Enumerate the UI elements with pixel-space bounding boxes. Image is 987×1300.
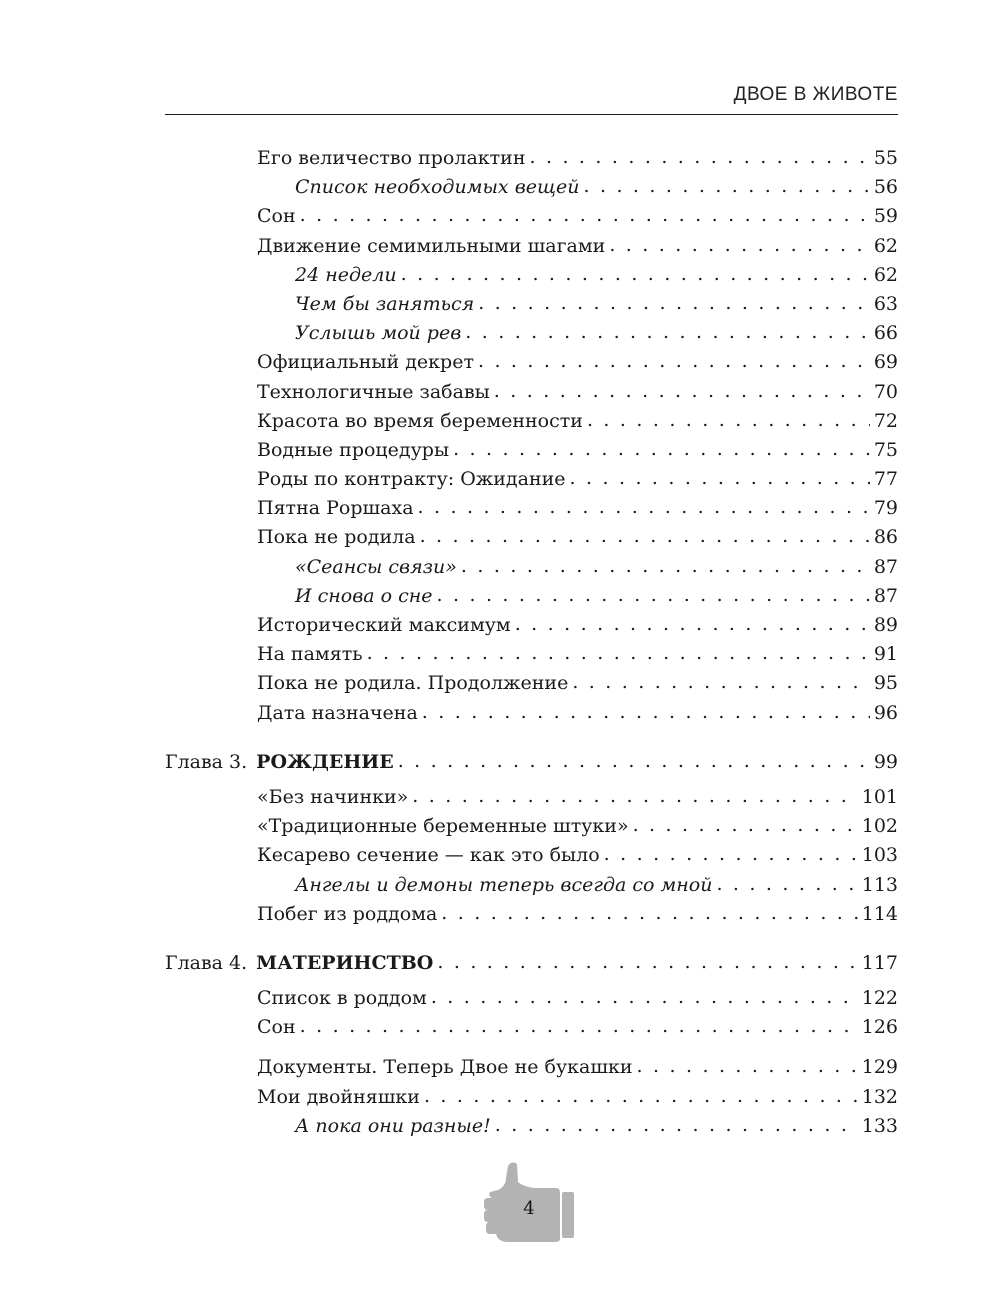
page-ref: 102 bbox=[861, 815, 898, 838]
page-ref: 59 bbox=[873, 205, 898, 228]
entry-title: Движение семимильными шагами bbox=[257, 234, 606, 257]
toc-chapter-row[interactable] bbox=[165, 949, 898, 978]
toc-entry[interactable] bbox=[165, 1053, 898, 1082]
entry-title: Ангелы и демоны теперь всегда со мной bbox=[295, 873, 713, 896]
entry-title: Красота во время беременности bbox=[257, 409, 583, 432]
dot-leader bbox=[437, 582, 870, 610]
page-ref: 101 bbox=[861, 785, 898, 808]
entry-title: «Традиционные беременные штуки» bbox=[257, 815, 629, 838]
entry-title: Пятна Роршаха bbox=[257, 497, 414, 520]
entry-title: Исторический максимум bbox=[257, 614, 511, 636]
page-ref: 99 bbox=[873, 750, 898, 773]
dot-leader bbox=[584, 173, 870, 201]
dot-leader bbox=[367, 640, 870, 668]
page-ref: 95 bbox=[873, 672, 898, 695]
entry-title: Список необходимых вещей bbox=[295, 176, 580, 199]
toc-entry[interactable] bbox=[165, 1112, 898, 1141]
toc-entry[interactable] bbox=[165, 202, 898, 231]
book-title: ДВОЕ В ЖИВОТЕ bbox=[733, 84, 898, 105]
toc-entry[interactable] bbox=[165, 232, 898, 261]
toc-section bbox=[165, 144, 898, 728]
entry-title: Сон bbox=[257, 205, 296, 228]
toc-entry[interactable] bbox=[165, 1083, 898, 1112]
entry-title: Документы. Теперь Двое не букашки bbox=[257, 1056, 633, 1079]
dot-leader bbox=[401, 261, 870, 289]
dot-leader bbox=[478, 290, 870, 318]
page-ref: 132 bbox=[861, 1085, 898, 1108]
dot-leader bbox=[530, 144, 870, 172]
entry-title: Пока не родила bbox=[257, 526, 416, 549]
entry-title: Роды по контракту: Ожидание bbox=[257, 468, 566, 491]
page-ref: 133 bbox=[861, 1114, 898, 1137]
page-ref: 114 bbox=[861, 902, 898, 925]
page-ref: 62 bbox=[873, 234, 898, 257]
dot-leader bbox=[716, 871, 857, 899]
entry-title: Мои двойняшки bbox=[257, 1085, 420, 1108]
page-ref: 77 bbox=[873, 468, 898, 491]
table-of-contents bbox=[165, 144, 898, 1141]
entry-title: И снова о сне bbox=[295, 584, 433, 607]
entry-title: Дата назначена bbox=[257, 701, 418, 724]
page-ref: 75 bbox=[873, 438, 898, 461]
toc-entry[interactable] bbox=[165, 436, 898, 465]
toc-entry[interactable] bbox=[165, 144, 898, 173]
page-ref: 91 bbox=[873, 643, 898, 666]
page-ref: 126 bbox=[861, 1016, 898, 1039]
dot-leader bbox=[461, 553, 870, 581]
entry-title: Побег из роддома bbox=[257, 902, 438, 925]
dot-leader bbox=[420, 523, 870, 551]
dot-leader bbox=[637, 1053, 858, 1081]
dot-leader bbox=[495, 1112, 858, 1140]
page-ref: 87 bbox=[873, 555, 898, 578]
entry-title: Чем бы заняться bbox=[295, 292, 475, 315]
page-ref: 70 bbox=[873, 380, 898, 403]
entry-title: Технологичные забавы bbox=[257, 380, 490, 403]
toc-entry[interactable] bbox=[165, 984, 898, 1013]
entry-title: А пока они разные! bbox=[295, 1114, 491, 1137]
page-ref: 66 bbox=[873, 322, 898, 345]
toc-entry[interactable] bbox=[165, 841, 898, 870]
page-ref: 56 bbox=[873, 176, 898, 199]
chapter-label: Глава 4. bbox=[165, 951, 248, 974]
dot-leader bbox=[609, 232, 870, 260]
toc-entry[interactable] bbox=[165, 173, 898, 202]
dot-leader bbox=[604, 841, 858, 869]
entry-title: Услышь мой рев bbox=[295, 322, 462, 345]
toc-entry[interactable] bbox=[165, 523, 898, 552]
dot-leader bbox=[572, 669, 870, 697]
page-ref: 79 bbox=[873, 497, 898, 520]
entry-title: 24 недели bbox=[295, 263, 397, 286]
toc-entry[interactable] bbox=[165, 290, 898, 319]
entry-title: На память bbox=[257, 643, 363, 666]
toc-chapter-row[interactable] bbox=[165, 748, 898, 777]
dot-leader bbox=[431, 984, 858, 1012]
toc-entry[interactable] bbox=[165, 553, 898, 582]
page-ref: 55 bbox=[873, 147, 898, 169]
dot-leader bbox=[412, 783, 857, 811]
entry-title: Сон bbox=[257, 1016, 296, 1039]
page-ref: 63 bbox=[873, 292, 898, 315]
dot-leader bbox=[478, 348, 870, 376]
toc-entry[interactable] bbox=[165, 319, 898, 348]
running-header bbox=[165, 84, 898, 115]
dot-leader bbox=[422, 699, 870, 727]
entry-title: Водные процедуры bbox=[257, 438, 450, 461]
page-ref: 103 bbox=[861, 844, 898, 867]
dot-leader bbox=[424, 1083, 858, 1111]
dot-leader bbox=[398, 748, 870, 776]
dot-leader bbox=[494, 378, 870, 406]
toc-entry[interactable] bbox=[165, 261, 898, 290]
toc-entry[interactable] bbox=[165, 783, 898, 812]
toc-entry[interactable] bbox=[165, 348, 898, 377]
toc-entry[interactable] bbox=[165, 812, 898, 841]
page-ref: 89 bbox=[873, 614, 898, 636]
toc-entry[interactable] bbox=[165, 582, 898, 611]
page-ref: 72 bbox=[873, 409, 898, 432]
toc-entry[interactable] bbox=[165, 1013, 898, 1042]
toc-entry[interactable] bbox=[165, 871, 898, 900]
entry-title: «Без начинки» bbox=[257, 785, 409, 808]
entry-title: Кесарево сечение — как это было bbox=[257, 844, 600, 867]
toc-entry[interactable] bbox=[165, 465, 898, 494]
entry-title: Список в роддом bbox=[257, 987, 427, 1010]
toc-entry[interactable] bbox=[165, 611, 898, 640]
dot-leader bbox=[300, 202, 870, 230]
toc-entry[interactable] bbox=[165, 407, 898, 436]
dot-leader bbox=[437, 949, 857, 977]
page-ref: 62 bbox=[873, 263, 898, 286]
toc-entry[interactable] bbox=[165, 640, 898, 669]
toc-section bbox=[165, 1053, 898, 1141]
dot-leader bbox=[570, 465, 870, 493]
entry-title: Официальный декрет bbox=[257, 351, 474, 374]
page-ref: 113 bbox=[861, 873, 898, 896]
dot-leader bbox=[418, 494, 870, 522]
dot-leader bbox=[587, 407, 870, 435]
dot-leader bbox=[453, 436, 870, 464]
entry-title: Пока не родила. Продолжение bbox=[257, 672, 569, 695]
toc-section bbox=[165, 984, 898, 1042]
toc-entry[interactable] bbox=[165, 669, 898, 698]
toc-entry[interactable] bbox=[165, 900, 898, 929]
entry-title: «Сеансы связи» bbox=[295, 555, 457, 578]
page-ref: 96 bbox=[873, 701, 898, 724]
toc-entry[interactable] bbox=[165, 378, 898, 407]
dot-leader bbox=[515, 611, 870, 639]
dot-leader bbox=[441, 900, 857, 928]
page-ref: 69 bbox=[873, 351, 898, 374]
toc-entry[interactable] bbox=[165, 494, 898, 523]
page-ref: 129 bbox=[861, 1056, 898, 1079]
page-ref: 122 bbox=[861, 987, 898, 1010]
chapter-title: МАТЕРИНСТВО bbox=[256, 951, 434, 974]
page-number: 4 bbox=[523, 1198, 535, 1219]
dot-leader bbox=[465, 319, 870, 347]
chapter-label: Глава 3. bbox=[165, 750, 248, 773]
page-ref: 117 bbox=[861, 951, 898, 974]
entry-title: Его величество пролактин bbox=[257, 147, 526, 169]
chapter-title: РОЖДЕНИЕ bbox=[256, 750, 394, 773]
page-ref: 87 bbox=[873, 584, 898, 607]
toc-entry[interactable] bbox=[165, 699, 898, 728]
toc-section bbox=[165, 783, 898, 929]
dot-leader bbox=[300, 1013, 858, 1041]
page-ref: 86 bbox=[873, 526, 898, 549]
dot-leader bbox=[633, 812, 858, 840]
